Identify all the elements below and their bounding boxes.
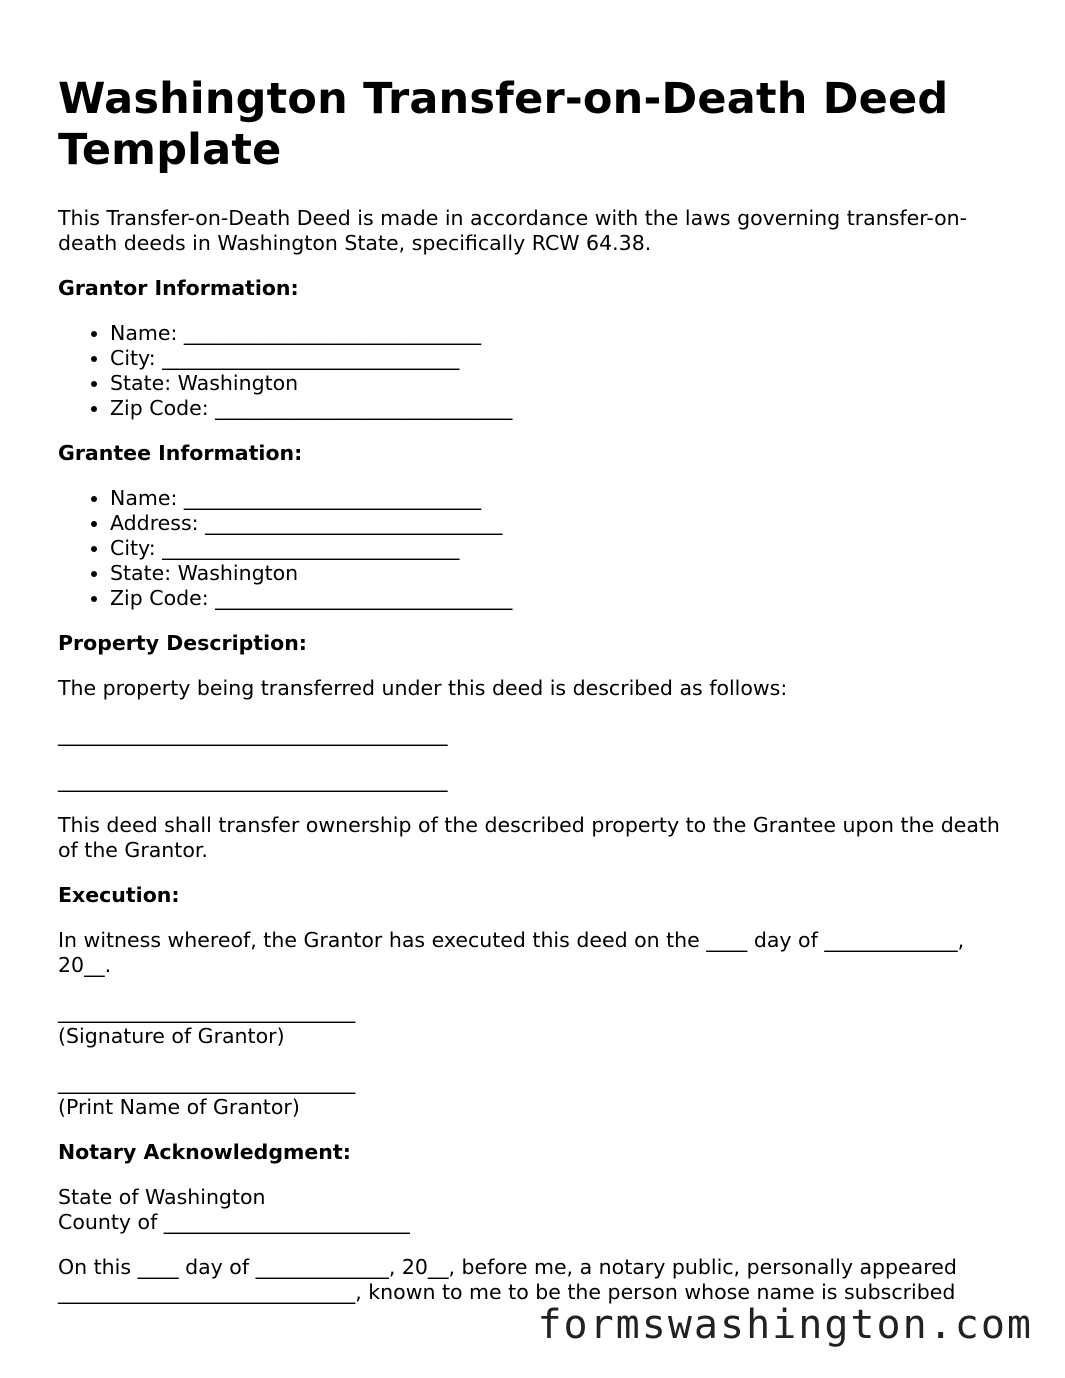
- grantee-city-field: • City: _____________________________: [110, 536, 1018, 561]
- grantor-state-field: • State: Washington: [110, 371, 1018, 396]
- grantor-city-field: • City: _____________________________: [110, 346, 1018, 371]
- property-heading: Property Description:: [58, 631, 307, 655]
- grantee-list: [58, 486, 1018, 611]
- notary-text: On this ____ day of _____________, 20__, before me, a notary public, personally appeared _____________________________, known to me to be the person whose name is subscribed: [58, 1255, 957, 1304]
- execution-text: In witness whereof, the Grantor has executed this deed on the ____ day of _____________, 20__.: [58, 928, 965, 977]
- grantor-list: [58, 321, 1018, 421]
- grantee-zip-field: • Zip Code: _____________________________: [110, 586, 1018, 611]
- property-blank-line-2: ______________________________________: [58, 768, 448, 792]
- grantee-name-field: • Name: _____________________________: [110, 486, 1018, 511]
- property-text: The property being transferred under this deed is described as follows:: [58, 676, 788, 700]
- signature-line: _____________________________: [58, 999, 356, 1023]
- execution-heading: Execution:: [58, 883, 180, 907]
- grantee-heading: Grantee Information:: [58, 441, 303, 465]
- transfer-paragraph: This deed shall transfer ownership of the described property to the Grantee upon the death of the Grantor.: [58, 813, 1000, 862]
- grantor-zip-field: • Zip Code: _____________________________: [110, 396, 1018, 421]
- document-title: Washington Transfer-on-Death Deed Template: [58, 74, 949, 175]
- watermark-text: formswashington.com: [537, 1302, 1033, 1348]
- notary-heading: Notary Acknowledgment:: [58, 1140, 351, 1164]
- grantee-state-field: • State: Washington: [110, 561, 1018, 586]
- grantee-address-field: • Address: _____________________________: [110, 511, 1018, 536]
- notary-state: State of Washington: [58, 1185, 266, 1209]
- print-name-label: (Print Name of Grantor): [58, 1095, 300, 1119]
- property-blank-line-1: ______________________________________: [58, 722, 448, 746]
- grantor-name-field: • Name: _____________________________: [110, 321, 1018, 346]
- intro-paragraph: This Transfer-on-Death Deed is made in accordance with the laws governing transfer-on-death deeds in Washington State, specifically RCW 64.38.: [58, 206, 968, 255]
- grantor-heading: Grantor Information:: [58, 276, 299, 300]
- signature-label: (Signature of Grantor): [58, 1024, 285, 1048]
- print-name-line: _____________________________: [58, 1070, 356, 1094]
- document-page: [58, 74, 1018, 1305]
- notary-county: County of ________________________: [58, 1210, 410, 1234]
